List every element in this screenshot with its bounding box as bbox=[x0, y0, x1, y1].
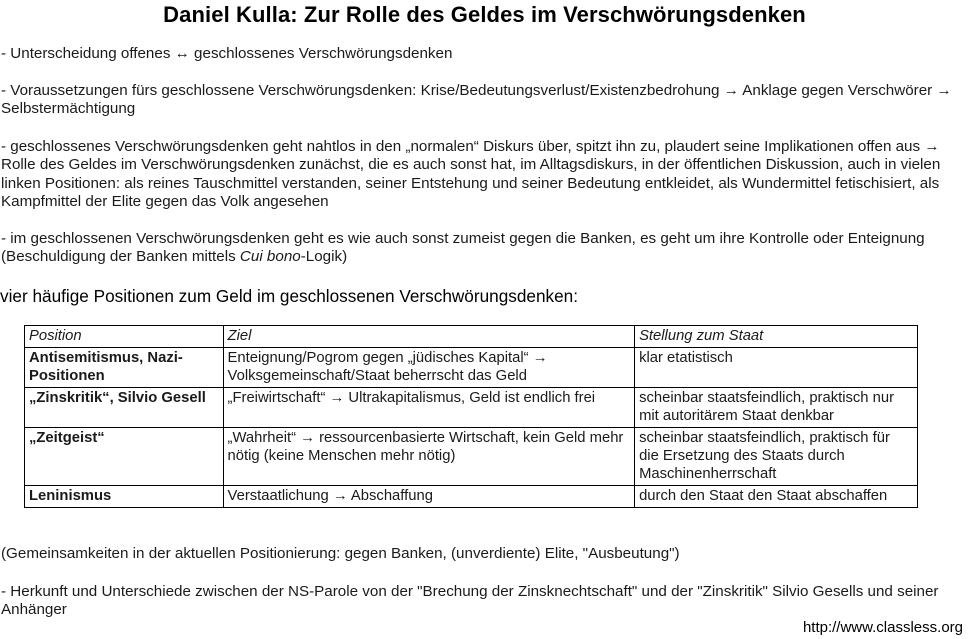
table-header-row bbox=[25, 326, 918, 348]
header-state-stance: Stellung zum Staat bbox=[635, 326, 918, 348]
row-position: „Zeitgeist“ bbox=[25, 428, 224, 486]
footer-url: http://www.classless.org bbox=[802, 619, 963, 636]
header-goal: Ziel bbox=[223, 326, 635, 348]
paragraph-prerequisites: - Voraussetzungen fürs geschlossene Verschwörungsdenken: Krise/Bedeutungsverlust/Existenzbedrohung → Anklage gegen Verschwörer → Selbstermächtigung bbox=[1, 82, 952, 118]
table-row bbox=[25, 428, 918, 486]
table-row bbox=[25, 348, 918, 388]
row-state-stance: scheinbar staatsfeindlich, praktisch nur mit autoritärem Staat denkbar bbox=[635, 388, 918, 428]
row-position: Antisemitismus, Nazi-Positionen bbox=[25, 348, 224, 388]
paragraph-banks-text: - im geschlossenen Verschwörungsdenken geht es wie auch sonst zumeist gegen die Banken, es geht um ihre Kontrolle oder Enteignung (Beschuldigung der Banken mittels bbox=[1, 230, 925, 266]
paragraph-banks-end: -Logik) bbox=[300, 248, 348, 266]
paragraph-origin: - Herkunft und Unterschiede zwischen der NS-Parole von der "Brechung der Zinsknechtschaft" und der "Zinskritik" Silvio Gesells und seiner Anhänger bbox=[1, 583, 939, 619]
row-position: „Zinskritik“, Silvio Gesell bbox=[25, 388, 224, 428]
paragraph-banks bbox=[1, 230, 967, 267]
paragraph-money-role: - geschlossenes Verschwörungsdenken geht nahtlos in den „normalen“ Diskurs über, spitzt ihn zu, plaudert seine Implikationen offen aus → Rolle des Geldes im Verschwörungsdenken zunächst, die es auch sonst hat, im Alltagsdiskurs, in der öffentlichen Diskussion, auch in vielen linken Positionen: als reines Tauschmittel verstanden, seiner Entstehung und seiner Bedeutung entkleidet, als Wundermittel fetischisiert, als Kampfmittel der Elite gegen das Volk angesehen bbox=[1, 138, 941, 211]
row-goal: „Freiwirtschaft“ → Ultrakapitalismus, Geld ist endlich frei bbox=[223, 388, 635, 428]
table-row bbox=[25, 388, 918, 428]
row-state-stance: scheinbar staatsfeindlich, praktisch für die Ersetzung des Staats durch Maschinenherrschaft bbox=[635, 428, 918, 486]
row-goal: „Wahrheit“ → ressourcenbasierte Wirtschaft, kein Geld mehr nötig (keine Menschen mehr nötig) bbox=[223, 428, 635, 486]
row-state-stance: klar etatistisch bbox=[635, 348, 918, 388]
page-title: Daniel Kulla: Zur Rolle des Geldes im Verschwörungsdenken bbox=[163, 2, 806, 27]
paragraph-commonalities: (Gemeinsamkeiten in der aktuellen Positionierung: gegen Banken, (unverdiente) Elite, "Ausbeutung") bbox=[1, 545, 680, 562]
table-row bbox=[25, 486, 918, 508]
row-goal: Verstaatlichung → Abschaffung bbox=[223, 486, 635, 508]
header-position: Position bbox=[25, 326, 224, 348]
positions-table bbox=[24, 325, 918, 508]
row-state-stance: durch den Staat den Staat abschaffen bbox=[635, 486, 918, 508]
section-heading-positions: vier häufige Positionen zum Geld im geschlossenen Verschwörungsdenken: bbox=[0, 286, 579, 306]
row-position: Leninismus bbox=[25, 486, 224, 508]
row-goal: Enteignung/Pogrom gegen „jüdisches Kapital“ → Volksgemeinschaft/Staat beherrscht das Geld bbox=[223, 348, 635, 388]
cui-bono-text: Cui bono bbox=[239, 248, 301, 266]
paragraph-distinction: - Unterscheidung offenes ↔ geschlossenes Verschwörungsdenken bbox=[1, 45, 453, 62]
